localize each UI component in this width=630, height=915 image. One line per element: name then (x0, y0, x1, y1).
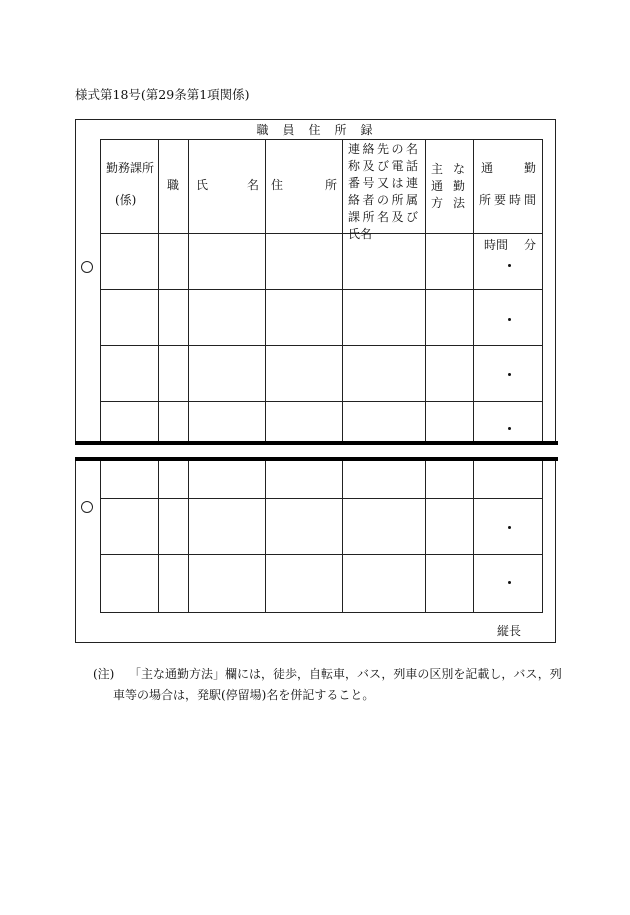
time-separator-dot (508, 526, 511, 529)
header-contact-line: 氏名 (348, 227, 373, 241)
binding-hole-circle (81, 501, 93, 513)
header-name-left: 氏 (196, 178, 209, 192)
column-divider (188, 461, 189, 613)
column-divider (265, 461, 266, 613)
header-commute-left: 通 (481, 161, 494, 175)
header-method-char: 方 (431, 196, 444, 210)
row-divider (100, 498, 543, 499)
row-divider (100, 554, 543, 555)
column-divider (158, 139, 159, 441)
header-department-sub: (係) (115, 193, 137, 207)
column-divider (425, 461, 426, 613)
time-unit-minutes: 分 (524, 238, 537, 252)
header-contact-line: 課所名及び (348, 210, 421, 224)
note-line-1: 「主な通勤方法」欄には，徒歩，自転車，バス，列車の区別を記載し，バス，列 (129, 667, 562, 681)
time-separator-dot (508, 427, 511, 430)
header-contact-line: 番号又は連 (348, 176, 421, 190)
header-method-char: 勤 (453, 179, 466, 193)
header-commute-time: 所要時間 (479, 193, 540, 207)
time-separator-dot (508, 318, 511, 321)
column-divider (265, 139, 266, 441)
binding-hole-circle (81, 261, 93, 273)
cut-line-upper (75, 441, 558, 445)
time-separator-dot (508, 581, 511, 584)
column-divider (342, 461, 343, 613)
table-grid-bottom (100, 461, 543, 613)
header-position: 職 (167, 178, 180, 192)
header-method-col1 (431, 161, 443, 212)
column-divider (425, 139, 426, 441)
header-method-char: 法 (453, 196, 466, 210)
orientation-label: 縦長 (497, 624, 522, 638)
header-address-left: 住 (271, 178, 284, 192)
header-commute-right: 勤 (524, 161, 537, 175)
header-method-char: 主 (431, 162, 444, 176)
note-line-2: 車等の場合は，発駅(停留場)名を併記すること。 (113, 688, 375, 702)
header-method-char: な (453, 162, 466, 176)
time-separator-dot (508, 373, 511, 376)
form-label: 様式第18号(第29条第1項関係) (75, 87, 250, 102)
header-method-col2 (453, 161, 465, 212)
time-separator-dot (508, 264, 511, 267)
header-name-right: 名 (247, 178, 260, 192)
column-divider (158, 461, 159, 613)
time-unit-hours: 時間 (484, 238, 509, 252)
header-contact-line: 称及び電話 (348, 159, 421, 173)
note-prefix: (注) (93, 667, 115, 681)
column-divider (342, 139, 343, 441)
header-contact-line: 連絡先の名 (348, 142, 421, 156)
row-divider (100, 345, 543, 346)
header-method-char: 通 (431, 179, 444, 193)
column-divider (188, 139, 189, 441)
row-divider (100, 233, 543, 234)
row-divider (100, 401, 543, 402)
header-address-right: 所 (325, 178, 338, 192)
cut-line-lower (75, 457, 558, 461)
header-contact (348, 141, 422, 243)
column-divider (473, 139, 474, 441)
header-department: 勤務課所 (106, 161, 155, 175)
header-contact-line: 絡者の所属 (348, 193, 421, 207)
row-divider (100, 289, 543, 290)
column-divider (473, 461, 474, 613)
table-title: 職員住所録 (256, 123, 387, 137)
